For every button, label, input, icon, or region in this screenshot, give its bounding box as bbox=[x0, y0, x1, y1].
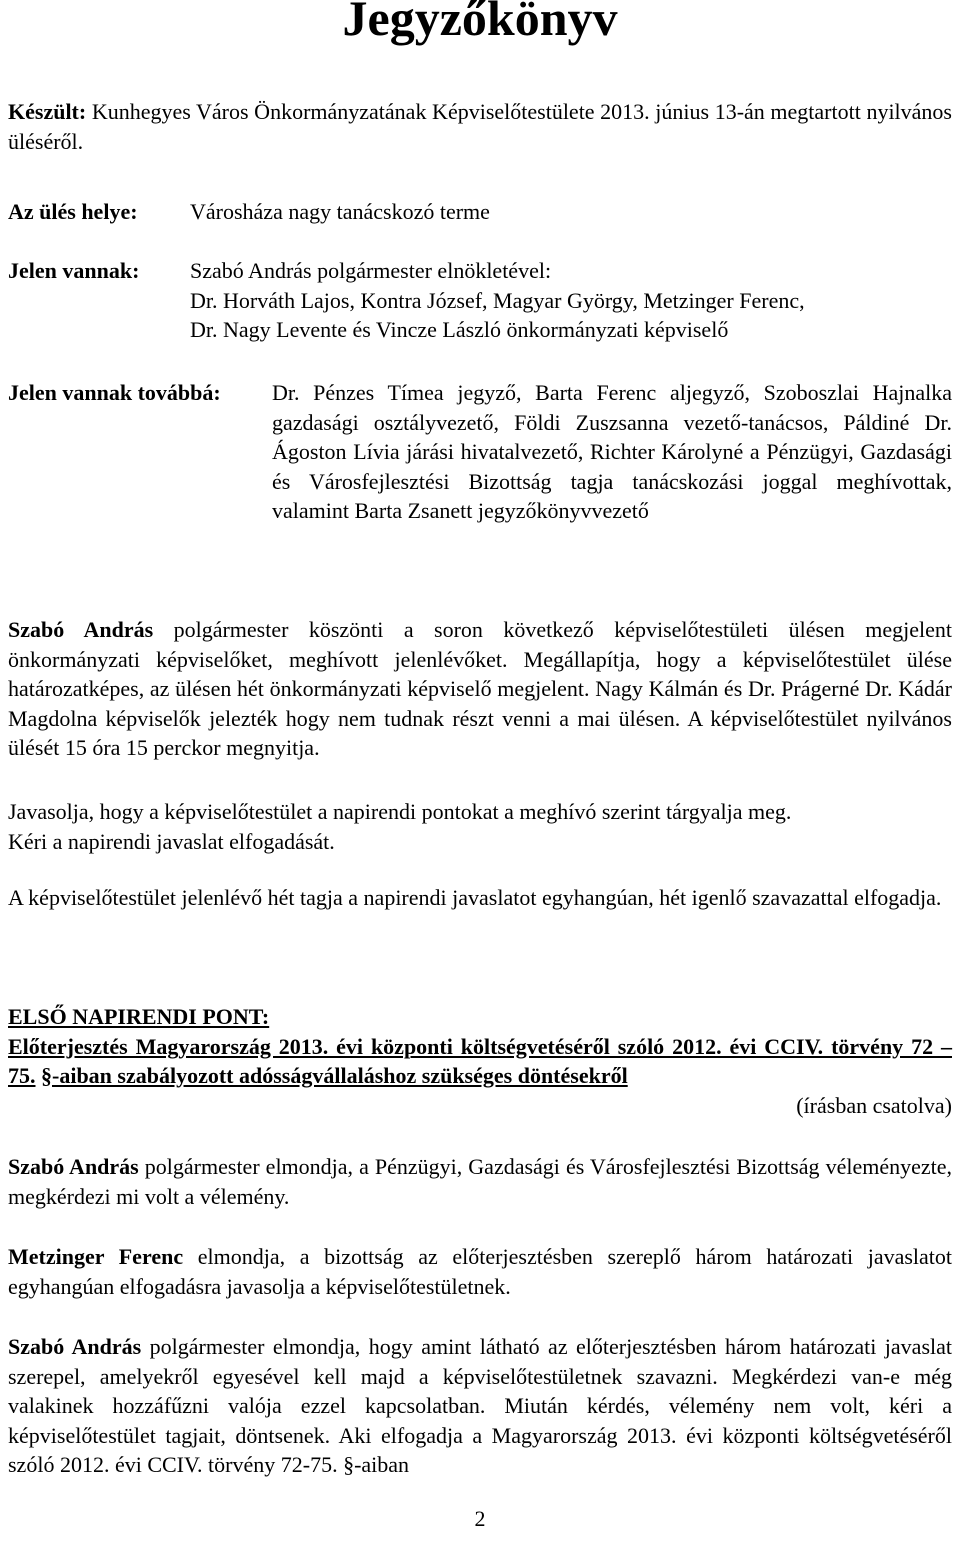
agenda-paragraph bbox=[8, 797, 952, 856]
agenda-item-subject bbox=[8, 1032, 952, 1091]
also-present-text: Dr. Pénzes Tímea jegyző, Barta Ferenc aljegyző, Szoboszlai Hajnalka gazdasági osztályvezető, Földi Zuszsanna vezető-tanácsos, Páldiné Dr. Ágoston Lívia járási hivatalvezető, Richter Károlyné a Pénzügyi, Gazdasági és Városfejlesztési Bizottság tagja tanácskozási joggal meghívottak, valamint Barta Zsanett jegyzőkönyvvezető bbox=[272, 380, 952, 523]
present-line-3: Dr. Nagy Levente és Vincze László önkormányzati képviselő bbox=[190, 317, 729, 342]
intro-label: Készült: bbox=[8, 99, 87, 124]
agenda-item-subject-part1: Előterjesztés Magyarország 2013. évi központi költségvetéséről szóló 2012. évi CCIV. törvény 72 – 75. bbox=[8, 1033, 952, 1088]
committee-speaker: Szabó András bbox=[8, 1154, 139, 1179]
document-title: Jegyzőkönyv bbox=[342, 0, 618, 46]
metzinger-text: elmondja, a bizottság az előterjesztésben szereplő három határozati javaslatot egyhangúan elfogadásra javasolja a képviselőtestületnek. bbox=[8, 1244, 953, 1299]
vote-paragraph: A képviselőtestület jelenlévő hét tagja a napirendi javaslatot egyhangúan, hét igenlő szavazattal elfogadja. bbox=[8, 885, 942, 910]
agenda-line-2: Kéri a napirendi javaslat elfogadását. bbox=[8, 828, 335, 854]
last-section-symbol: § bbox=[343, 1452, 355, 1477]
last-tail: -aiban bbox=[354, 1452, 410, 1477]
opening-paragraph bbox=[8, 615, 952, 763]
present-label: Jelen vannak: bbox=[8, 258, 140, 283]
attached-note: (írásban csatolva) bbox=[796, 1092, 952, 1118]
page-number: 2 bbox=[474, 1506, 486, 1531]
location-label: Az ülés helye: bbox=[8, 199, 138, 224]
present-list bbox=[190, 256, 952, 345]
metzinger-paragraph bbox=[8, 1242, 952, 1301]
present-line-2: Dr. Horváth Lajos, Kontra József, Magyar György, Metzinger Ferenc, bbox=[190, 287, 805, 313]
committee-paragraph bbox=[8, 1152, 952, 1211]
section-symbol: § bbox=[41, 1063, 52, 1088]
last-text: polgármester elmondja, hogy amint látható az előterjesztésben három határozati javaslat szerepel, amelyekről egyesével kell majd a képviselőtestületnek szavazni. Megkérdezi van-e még valakinek hozzáfűzni valója ezzel kapcsolatban. Miután kérdés, vélemény nem volt, kéri a képviselőtestület tagjait, döntsenek. Aki elfogadja a Magyarország 2013. évi központi költségvetéséről szóló 2012. évi CCIV. törvény 72-75. bbox=[8, 1334, 953, 1477]
present-line-1: Szabó András polgármester elnökletével: bbox=[190, 258, 552, 283]
intro-text: Kunhegyes Város Önkormányzatának Képviselőtestülete 2013. június 13-án megtartott nyilvános üléséről. bbox=[8, 99, 952, 154]
intro-paragraph bbox=[8, 97, 952, 156]
last-paragraph bbox=[8, 1332, 952, 1480]
metzinger-speaker: Metzinger Ferenc bbox=[8, 1244, 184, 1269]
opening-text: polgármester köszönti a soron következő képviselőtestületi ülésen megjelent önkormányzati képviselőket, meghívott jelenlévőket. Megállapítja, hogy a képviselőtestület ülése határozatképes, az ülésen hét önkormányzati képviselő megjelent. Nagy Kálmán és Dr. Prágerné Dr. Kádár Magdolna képviselők jelezték hogy nem tudnak részt venni a mai ülésen. A képviselőtestület nyilvános ülését 15 óra 15 perckor megnyitja. bbox=[8, 617, 952, 760]
agenda-item-heading: ELSŐ NAPIRENDI PONT: bbox=[8, 1004, 270, 1029]
last-speaker: Szabó András bbox=[8, 1334, 142, 1359]
agenda-item-subject-part2: -aiban szabályozott adósságvállaláshoz szükséges döntésekről bbox=[52, 1063, 628, 1088]
committee-text: polgármester elmondja, a Pénzügyi, Gazdasági és Városfejlesztési Bizottság véleményezte, megkérdezi mi volt a vélemény. bbox=[8, 1154, 952, 1209]
agenda-item bbox=[8, 1002, 952, 1120]
opening-speaker: Szabó András bbox=[8, 617, 154, 642]
agenda-line-1: Javasolja, hogy a képviselőtestület a napirendi pontokat a meghívó szerint tárgyalja meg. bbox=[8, 799, 792, 824]
location-value: Városháza nagy tanácskozó terme bbox=[190, 199, 490, 224]
also-present-label: Jelen vannak továbbá: bbox=[8, 380, 221, 405]
